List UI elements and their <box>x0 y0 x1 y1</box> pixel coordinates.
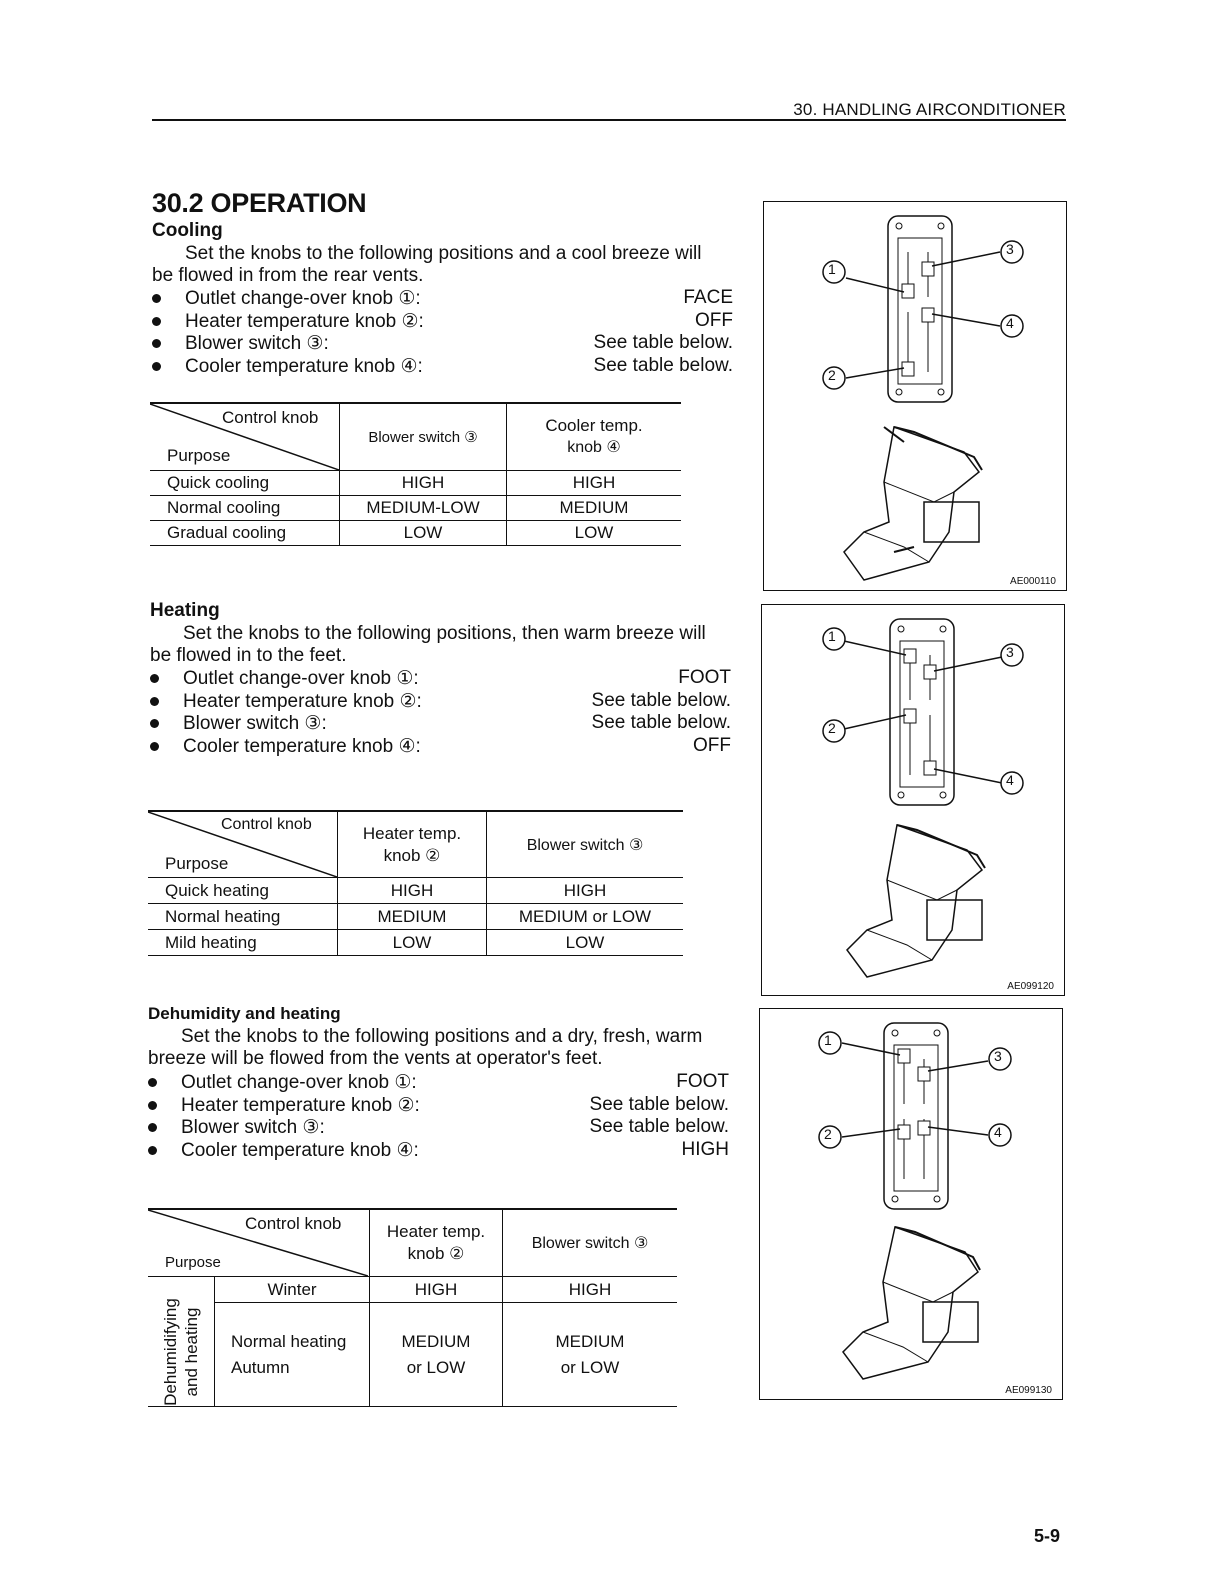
cooling-intro-line1: Set the knobs to the following positions and a cool breeze will <box>185 243 702 264</box>
bullet-icon <box>150 674 159 683</box>
table-corner <box>148 1209 370 1277</box>
corner-purpose: Purpose <box>165 854 229 873</box>
bullet-icon <box>150 742 159 751</box>
figure-code: AE000110 <box>1010 576 1056 587</box>
table-row: Mild heating LOW LOW <box>148 930 683 956</box>
dehumidity-bullets <box>148 1071 729 1161</box>
heating-intro <box>150 623 750 667</box>
dehumidity-intro <box>148 1026 748 1070</box>
dehumidity-intro-line1: Set the knobs to the following positions and a dry, fresh, warm <box>181 1026 703 1047</box>
bullet-icon <box>152 362 161 371</box>
figure-code: AE099120 <box>1007 981 1054 992</box>
list-item: Cooler temperature knob ④: See table below. <box>152 355 733 378</box>
corner-purpose: Purpose <box>165 1254 221 1271</box>
bullet-icon <box>148 1101 157 1110</box>
table-row: Dehumidifying and heating Winter HIGH HIGH <box>148 1277 677 1303</box>
bullet-icon <box>148 1123 157 1132</box>
list-item: Blower switch ③: See table below. <box>152 332 733 355</box>
table-corner <box>148 811 338 878</box>
list-item: Blower switch ③: See table below. <box>148 1116 729 1139</box>
table-row: Gradual cooling LOW LOW <box>150 521 681 546</box>
bullet-icon <box>148 1078 157 1087</box>
dehumidity-title: Dehumidity and heating <box>148 1004 341 1023</box>
list-item: Heater temperature knob ②: See table below. <box>148 1094 729 1117</box>
callout-4: 4 <box>1006 772 1014 788</box>
table-row: Normal heating Autumn MEDIUM or LOW MEDIUM or LOW <box>148 1303 677 1407</box>
bullet-icon <box>152 339 161 348</box>
cooling-bullets <box>152 287 733 377</box>
list-item: Heater temperature knob ②: OFF <box>152 310 733 333</box>
table-row: Quick cooling HIGH HIGH <box>150 471 681 496</box>
list-item: Heater temperature knob ②: See table below. <box>150 690 731 713</box>
list-item: Outlet change-over knob ①: FOOT <box>150 667 731 690</box>
callout-4: 4 <box>994 1124 1002 1140</box>
section-title: 30.2 OPERATION <box>152 188 367 218</box>
control-panel-illustration <box>764 202 1066 590</box>
col-header-blower: Blower switch ③ <box>503 1209 678 1277</box>
table-row: Quick heating HIGH HIGH <box>148 878 683 904</box>
col-header-blower: Blower switch ③ <box>340 403 507 471</box>
cooling-intro <box>152 243 752 287</box>
bullet-icon <box>148 1146 157 1155</box>
corner-control-knob: Control knob <box>222 408 319 427</box>
col-header-cooler: Cooler temp. knob ④ <box>507 403 682 471</box>
header-divider <box>152 119 1066 121</box>
corner-purpose: Purpose <box>167 446 231 465</box>
callout-3: 3 <box>1006 644 1014 660</box>
table-row: Normal cooling MEDIUM-LOW MEDIUM <box>150 496 681 521</box>
col-header-heater: Heater temp. knob ② <box>338 811 487 878</box>
heating-table <box>148 810 683 956</box>
col-header-blower: Blower switch ③ <box>487 811 684 878</box>
corner-control-knob: Control knob <box>221 816 312 833</box>
cooling-title: Cooling <box>152 220 223 241</box>
callout-1: 1 <box>828 261 836 277</box>
table-row: Normal heating MEDIUM MEDIUM or LOW <box>148 904 683 930</box>
running-header: 30. HANDLING AIRCONDITIONER <box>793 100 1066 119</box>
callout-1: 1 <box>828 628 836 644</box>
callout-4: 4 <box>1006 315 1014 331</box>
page-number: 5-9 <box>1033 1526 1060 1546</box>
heating-title: Heating <box>150 600 220 621</box>
col-header-heater: Heater temp. knob ② <box>370 1209 503 1277</box>
cooling-table <box>150 402 681 546</box>
dehumidity-table <box>148 1208 677 1407</box>
table-corner <box>150 403 340 471</box>
corner-control-knob: Control knob <box>245 1214 342 1233</box>
bullet-icon <box>152 294 161 303</box>
cooling-figure <box>763 201 1067 591</box>
callout-2: 2 <box>824 1126 832 1142</box>
callout-2: 2 <box>828 720 836 736</box>
bullet-icon <box>150 719 159 728</box>
list-item: Outlet change-over knob ①: FACE <box>152 287 733 310</box>
callout-1: 1 <box>824 1032 832 1048</box>
control-panel-illustration <box>760 1009 1062 1399</box>
heating-intro-line1: Set the knobs to the following positions, then warm breeze will <box>183 623 706 644</box>
group-label: Dehumidifying and heating <box>161 1298 201 1406</box>
list-item: Cooler temperature knob ④: OFF <box>150 735 731 758</box>
list-item: Outlet change-over knob ①: FOOT <box>148 1071 729 1094</box>
heating-bullets <box>150 667 731 757</box>
figure-code: AE099130 <box>1005 1385 1052 1396</box>
list-item: Blower switch ③: See table below. <box>150 712 731 735</box>
group-label-cell <box>148 1277 215 1407</box>
callout-3: 3 <box>994 1048 1002 1064</box>
heating-figure <box>761 604 1065 996</box>
control-panel-illustration <box>762 605 1064 995</box>
callout-2: 2 <box>828 367 836 383</box>
bullet-icon <box>150 697 159 706</box>
cooling-intro-line2: be flowed in from the rear vents. <box>152 265 424 286</box>
dehumidity-intro-line2: breeze will be flowed from the vents at operator's feet. <box>148 1048 603 1069</box>
dehumidity-figure <box>759 1008 1063 1400</box>
heating-intro-line2: be flowed in to the feet. <box>150 645 347 666</box>
list-item: Cooler temperature knob ④: HIGH <box>148 1139 729 1162</box>
callout-3: 3 <box>1006 241 1014 257</box>
bullet-icon <box>152 317 161 326</box>
